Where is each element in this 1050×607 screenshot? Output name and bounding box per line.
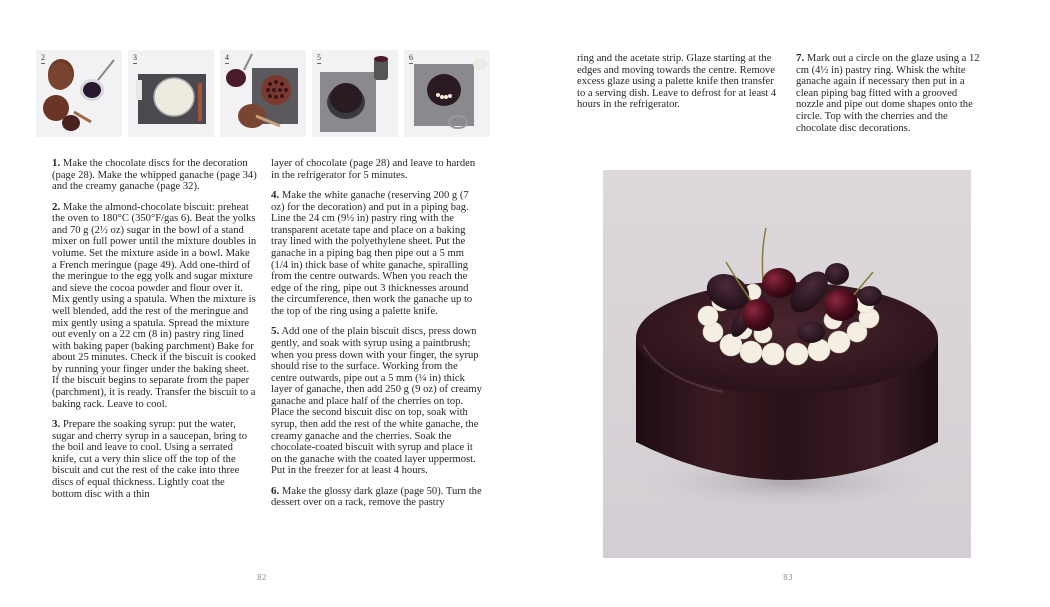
step-text: ring and the acetate strip. Glaze starting at the edges and moving towards the centre. Remove excess glaze using a palette knife then transfer to a serving dish. Leave to defrost for at least 4 hours in the refrigerator. [577,53,777,111]
text-column-4 [796,53,986,143]
step-6-continued [577,53,782,111]
glazed-cake-tray-illustration [312,50,398,137]
text-column-2 [271,158,483,518]
step-3-continued [271,158,483,181]
step-text: Prepare the soaking syrup: put the water, sugar and cherry syrup in a saucepan, bring to the boil and leave to cool. Using a serrated knife, cut a very thin slice off the top of the biscuit and cut the rest of the cake into three discs of equal thickness. Lightly coat the bottom disc with a thin [52,419,248,500]
step-number: 5. [271,325,280,338]
step-photo-2 [36,50,122,137]
text-column-3 [577,53,782,120]
step-number: 4. [271,188,280,201]
page-number-left: 82 [257,573,267,582]
step-5 [271,326,483,477]
step-4 [271,190,483,318]
step-photo-number: 6 [409,53,413,62]
step-number: 3. [52,418,61,431]
step-3 [52,419,257,500]
step-text: Make the glossy dark glaze (page 50). Turn the dessert over on a rack, remove the pastry [271,485,482,509]
step-photo-5 [312,50,398,137]
step-6 [271,486,483,509]
text-column-1 [52,158,257,509]
step-photo-strip [36,50,490,137]
step-number: 6. [271,484,280,497]
step-number: 1. [52,157,61,169]
step-2 [52,202,257,411]
page-number-right: 83 [783,573,793,582]
step-photo-3 [128,50,214,137]
step-photo-number: 3 [133,53,137,62]
step-text: Add one of the plain biscuit discs, press down gently, and soak with syrup using a paintbrush; when you press down with your finger, the syrup should rise to the surface. Working from the centre outwards, pipe out a 5 mm (¼ in) thick layer of ganache, then add 250 g (9 oz) of creamy ganache and place half of the cherries on top. Place the second biscuit disc on top, soak with syrup, then add the rest of the white ganache, the creamy ganache and the cherries. Soak the chocolate-coated biscuit with syrup and place it on the ganache with the coated layer uppermost. Put in the freezer for at least 4 hours. [271,326,482,477]
step-number: 2. [52,200,61,213]
step-number: 7. [796,52,805,64]
step-photo-4 [220,50,306,137]
cherries-in-ring-illustration [220,50,306,137]
step-photo-number: 5 [317,53,321,62]
hero-cake-photo [603,170,971,558]
ring-acetate-illustration [128,50,214,137]
step-text: Make the almond-chocolate biscuit: preheat the oven to 180°C (350°F/gas 6). Beat the yolks and 70 g (2½ oz) sugar in the bowl of a stand mixer on full power until the mixture doubles in volume. Set the mixture aside in a bowl. Make a French meringue (page 49). Add one-third of the meringue to the egg yolk and sugar mixture and sieve the cocoa powder and flour over it. Mix gently using a spatula. When the mixture is well blended, add the rest of the meringue and mix gently using a spatula. Spread the mixture out evenly on a 22 cm (8 in) pastry ring lined with baking paper (baking parchment) Bake for about 25 minutes. Check if the biscuit is cooked by running your finger under the baking sheet. If the biscuit begins to separate from the paper (parchment), it is ready. Transfer the biscuit to a baking rack. Leave to cool. [52,201,257,410]
piped-cake-whisk-illustration [404,50,490,137]
step-text: layer of chocolate (page 28) and leave to harden in the refrigerator for 5 minutes. [271,158,476,181]
glazed-cherry-cake-illustration [603,170,971,558]
step-text: Mark out a circle on the glaze using a 12 cm (4½ in) pastry ring. Whisk the white ganache again if necessary then put in a clean piping bag fitted with a grooved nozzle and pipe out dome shapes onto the circle. Top with the cherries and the chocolate disc decorations. [796,53,980,134]
step-text: Make the white ganache (reserving 200 g (7 oz) for the decoration) and put in a piping bag. Line the 24 cm (9½ in) pastry ring with the transparent acetate tape and place on a baking tray lined with the polyethylene sheet. Put the ganache in a piping bag then pipe out a 5 mm (1/4 in) thick base of white ganache, spiralling from the centre outwards. When you reach the edge of the ring, pipe out 3 thicknesses around the circumference, then work the ganache up to the top of the ring using a palette knife. [271,189,473,317]
step-1 [52,158,257,193]
biscuit-syrup-illustration [36,50,122,137]
step-7 [796,53,986,134]
step-photo-number: 4 [225,53,229,62]
step-text: Make the chocolate discs for the decoration (page 28). Make the whipped ganache (page 34) and the creamy ganache (page 32). [52,158,257,193]
step-photo-number: 2 [41,53,45,62]
step-photo-6 [404,50,490,137]
